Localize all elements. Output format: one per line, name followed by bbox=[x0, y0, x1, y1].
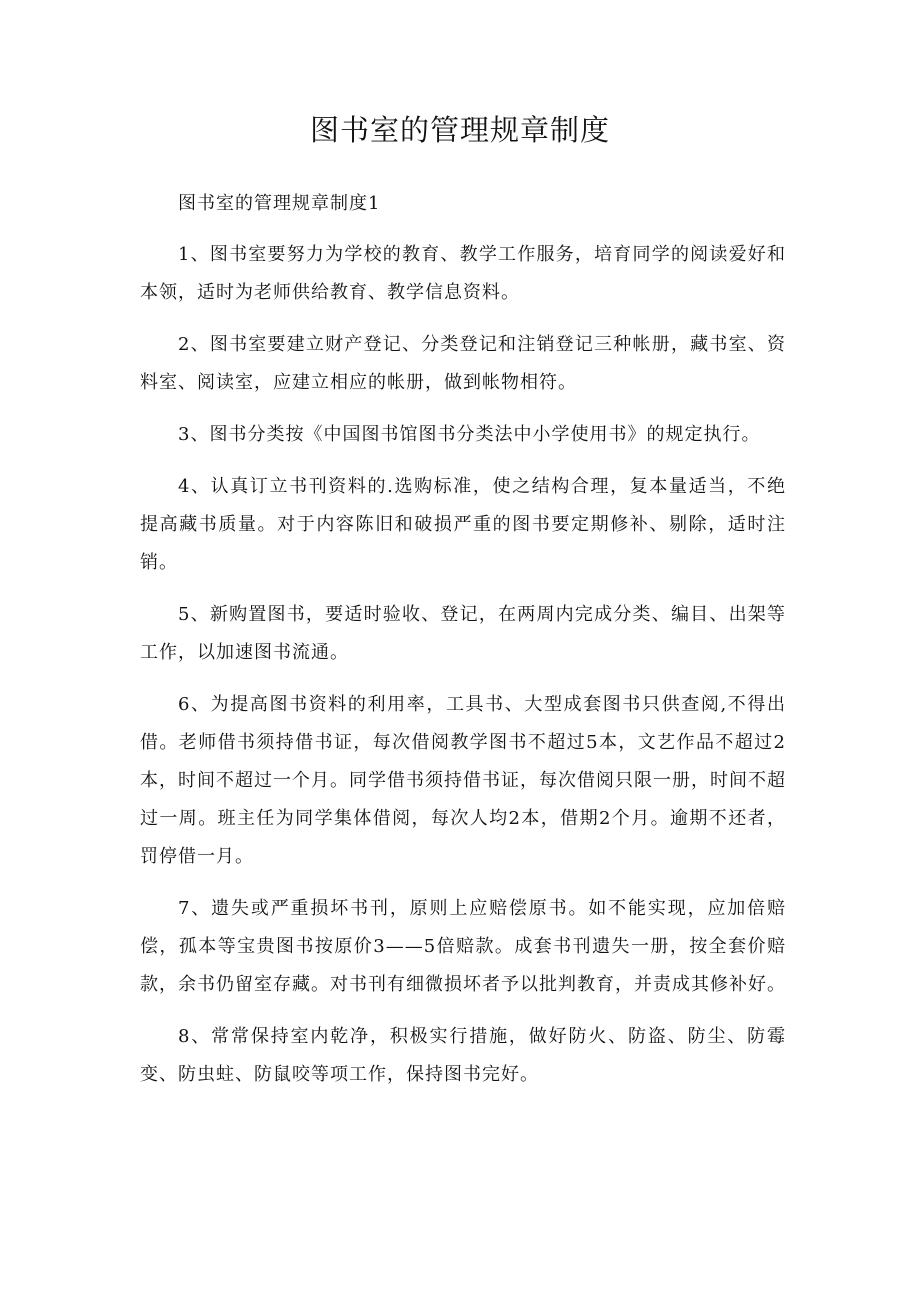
paragraph-2: 2、图书室要建立财产登记、分类登记和注销登记三种帐册，藏书室、资料室、阅读室，应建立相应的帐册，做到帐物相符。 bbox=[140, 334, 786, 393]
paragraph-1: 1、图书室要努力为学校的教育、教学工作服务，培育同学的阅读爱好和本领，适时为老师供给教育、教学信息资料。 bbox=[140, 244, 786, 303]
paragraph-7: 7、遗失或严重损坏书刊，原则上应赔偿原书。如不能实现，应加倍赔偿，孤本等宝贵图书按原价3——5倍赔款。成套书刊遗失一册，按全套价赔款，余书仍留室存藏。对书刊有细微损坏者予以批判教育，并责成其修补好。 bbox=[140, 898, 786, 995]
paragraph-4: 4、认真订立书刊资料的.选购标准，使之结构合理，复本量适当，不绝提高藏书质量。对于内容陈旧和破损严重的图书要定期修补、剔除，适时注销。 bbox=[140, 476, 786, 573]
paragraph-5: 5、新购置图书，要适时验收、登记，在两周内完成分类、编目、出架等工作，以加速图书流通。 bbox=[140, 604, 786, 663]
paragraph-6: 6、为提高图书资料的利用率，工具书、大型成套图书只供查阅,不得出借。老师借书须持借书证，每次借阅教学图书不超过5本，文艺作品不超过2本，时间不超过一个月。同学借书须持借书证，每次借阅只限一册，时间不超过一周。班主任为同学集体借阅，每次人均2本，借期2个月。逾期不还者，罚停借一月。 bbox=[140, 694, 786, 867]
document-subtitle: 图书室的管理规章制度1 bbox=[178, 193, 381, 214]
document-body bbox=[140, 236, 786, 1108]
document-title: 图书室的管理规章制度 bbox=[309, 113, 610, 147]
paragraph-3: 3、图书分类按《中国图书馆图书分类法中小学使用书》的规定执行。 bbox=[178, 424, 761, 445]
paragraph-8: 8、常常保持室内乾净，积极实行措施，做好防火、防盗、防尘、防霉变、防虫蛀、防鼠咬等项工作，保持图书完好。 bbox=[140, 1026, 786, 1085]
